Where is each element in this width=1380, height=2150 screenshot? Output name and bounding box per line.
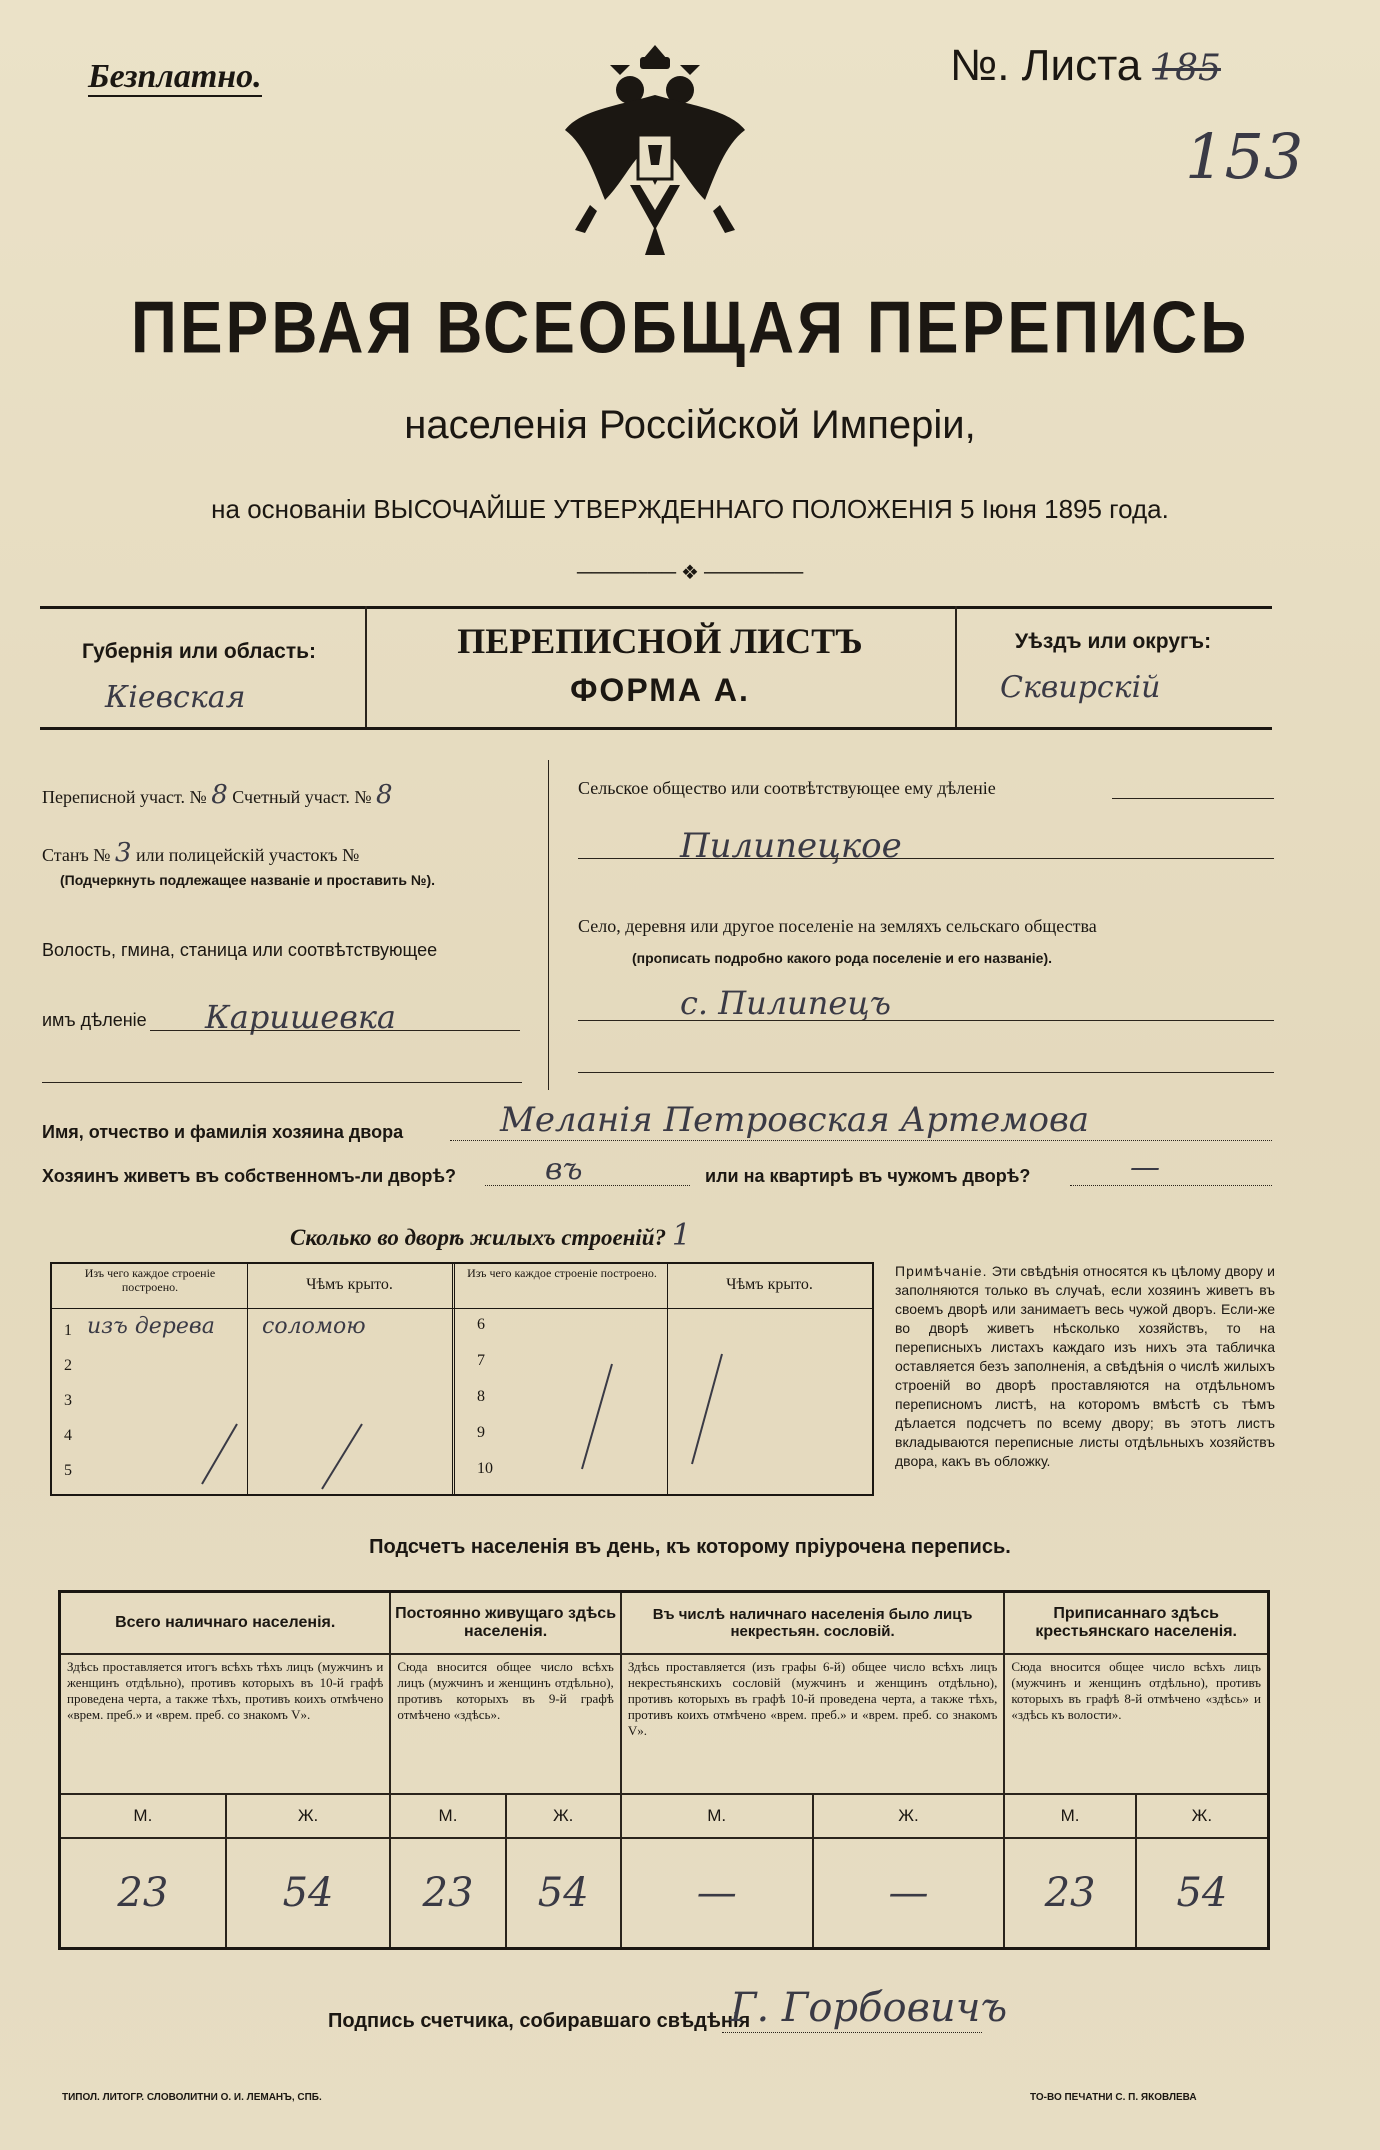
printer-right: ТО-ВО ПЕЧАТНИ С. П. ЯКОВЛЕВА	[1030, 2092, 1197, 2103]
ornament-divider: ─────── ❖ ───────	[576, 562, 804, 584]
census-district-field: Переписной участ. № 8 Счетный участ. № 8	[42, 780, 393, 810]
row-num-left-5: 5	[64, 1462, 72, 1479]
pop-col-3-desc: Здѣсь проставляется (изъ графы 6-й) общее число всѣхъ лицъ некрестьянскихъ сословій (мужчинъ и женщинъ отдѣльно), противъ которыхъ въ графѣ 10-й проведена черта, а также тѣхъ, противъ коихъ отмѣчено «врем. преб.» и «врем. преб. со знакомъ V».	[621, 1654, 1005, 1794]
pop-2-f: 54	[506, 1838, 621, 1949]
rented-value: —	[1130, 1150, 1160, 1185]
pop-col-2-desc: Сюда вносится общее число всѣхъ лицъ (мужчинъ и женщинъ отдѣльно), противъ которыхъ въ 9-й графѣ отмѣчено «здѣсь».	[390, 1654, 620, 1794]
pop-1-m: 23	[60, 1838, 226, 1949]
village-note: (прописать подробно какого рода поселеніе и его названіе).	[632, 950, 1053, 966]
district-label: Уѣздъ или округъ:	[1015, 630, 1212, 653]
pop-col-4-desc: Сюда вносится общее число всѣхъ лицъ (мужчинъ и женщинъ отдѣльно), противъ которыхъ въ графѣ 8-й отмѣчено «здѣсь» и «здѣсь къ волости».	[1004, 1654, 1268, 1794]
f-header: Ж.	[506, 1794, 621, 1838]
signature-value: Г. Горбовичъ	[730, 1985, 1008, 2031]
form-title: ПЕРЕПИСНОЙ ЛИСТЪ	[457, 621, 863, 661]
form-subtitle: ФОРМА А.	[570, 672, 750, 708]
pop-3-m: —	[621, 1838, 813, 1949]
m-header: М.	[1004, 1794, 1135, 1838]
m-header: М.	[390, 1794, 505, 1838]
buildings-table	[50, 1262, 874, 1496]
col-roof-right: Чѣмъ крыто.	[726, 1276, 813, 1293]
owner-value: Меланія Петровская Артемова	[500, 1100, 1090, 1140]
stan-field: Станъ № 3 или полицейскій участокъ №	[42, 838, 360, 868]
volost-label-2: имъ дѣленіе	[42, 1010, 147, 1030]
printer-left: ТИПОЛ. ЛИТОГР. СЛОВОЛИТНИ О. И. ЛЕМАНЪ, СПБ.	[62, 2092, 322, 2103]
sheet-number-crossed: 185	[1152, 48, 1221, 89]
page-subtitle: населенія Россійской Имперіи,	[404, 403, 976, 447]
pop-col-1-desc: Здѣсь проставляется итогъ всѣхъ тѣхъ лицъ (мужчинъ и женщинъ отдѣльно), противъ которыхъ въ 10-й графѣ проведена черта, а также тѣхъ, противъ коихъ отмѣчено «врем. преб.» и «врем. преб. со знакомъ V».	[60, 1654, 391, 1794]
province-value: Кіевская	[105, 680, 246, 715]
sheet-number	[950, 40, 1221, 91]
row-num-right-6: 6	[477, 1316, 485, 1333]
buildings-value: 1	[671, 1218, 691, 1253]
m-header: М.	[60, 1794, 226, 1838]
village-label: Село, деревня или другое поселеніе на земляхъ сельскаго общества	[578, 916, 1097, 936]
row-num-right-8: 8	[477, 1388, 485, 1405]
pop-col-2-title: Постоянно живущаго здѣсь населенія.	[390, 1592, 620, 1654]
population-table	[58, 1590, 1270, 1950]
row-num-right-7: 7	[477, 1352, 485, 1369]
volost-value: Каришевка	[205, 998, 396, 1036]
m-header: М.	[621, 1794, 813, 1838]
buildings-label: Сколько во дворѣ жилыхъ строеній? 1	[290, 1218, 691, 1253]
row1-roof: соломою	[262, 1314, 366, 1339]
rented-label: или на квартирѣ въ чужомъ дворѣ?	[705, 1166, 1031, 1186]
regulation-basis: на основаніи ВЫСОЧАЙШЕ УТВЕРЖДЕННАГО ПОЛОЖЕНІЯ 5 Іюня 1895 года.	[211, 494, 1169, 524]
sheet-number-handwritten: 153	[1185, 120, 1304, 193]
f-header: Ж.	[1136, 1794, 1269, 1838]
page-title: ПЕРВАЯ ВСЕОБЩАЯ ПЕРЕПИСЬ	[130, 285, 1250, 369]
pop-3-f: —	[813, 1838, 1005, 1949]
own-yard-label: Хозяинъ живетъ въ собственномъ-ли дворѣ?	[42, 1166, 457, 1186]
pop-4-f: 54	[1136, 1838, 1269, 1949]
col-roof-left: Чѣмъ крыто.	[306, 1276, 393, 1293]
society-label: Сельское общество или соотвѣтствующее ему дѣленіе	[578, 778, 996, 798]
col-built-left: Изъ чего каждое строеніе построено.	[84, 1266, 216, 1294]
society-value: Пилипецкое	[680, 826, 902, 866]
village-value: с. Пилипецъ	[680, 984, 891, 1022]
pop-col-1-title: Всего наличнаго населенія.	[60, 1592, 391, 1654]
f-header: Ж.	[813, 1794, 1005, 1838]
f-header: Ж.	[226, 1794, 391, 1838]
pop-2-m: 23	[390, 1838, 505, 1949]
row-num-left-4: 4	[64, 1427, 72, 1444]
sheet-number-label: №. Листа	[950, 41, 1142, 90]
row-num-left-2: 2	[64, 1357, 72, 1374]
population-heading: Подсчетъ населенія въ день, къ которому пріурочена перепись.	[369, 1536, 1011, 1558]
signature-label: Подпись счетчика, собиравшаго свѣдѣнія	[328, 2010, 751, 2032]
col-built-right: Изъ чего каждое строеніе построено.	[467, 1266, 657, 1280]
underline-note: (Подчеркнуть подлежащее названіе и проставить №).	[60, 872, 436, 888]
own-yard-value: въ	[545, 1152, 583, 1187]
buildings-note: Примѣчаніе. Эти свѣдѣнія относятся къ цѣлому двору и заполняются только въ случаѣ, если хозяинъ живетъ въ своемъ дворѣ или занимаетъ весь чужой дворъ. Если-же во дворѣ живетъ нѣсколько хозяйствъ, то на переписныхъ листахъ каждаго изъ нихъ эта табличка оставляется безъ заполненія, а свѣдѣнія о числѣ жилыхъ строеній во дворѣ проставляются на отдѣльномъ переписномъ листѣ, на которомъ вмѣстѣ съ тѣмъ дѣлается подсчетъ по всему двору; въ этотъ листъ вкладываются переписные листы отдѣльныхъ хозяйствъ двора, какъ въ обложку.	[895, 1263, 1275, 1469]
row-num-right-9: 9	[477, 1424, 485, 1441]
row-num-right-10: 10	[477, 1460, 493, 1477]
province-label: Губернія или область:	[82, 640, 317, 663]
pop-1-f: 54	[226, 1838, 391, 1949]
row-num-left-1: 1	[64, 1322, 72, 1339]
row-num-left-3: 3	[64, 1392, 72, 1409]
row1-built: изъ дерева	[87, 1314, 215, 1339]
imperial-eagle-emblem	[560, 35, 750, 265]
handwritten-strokes	[52, 1264, 872, 1494]
volost-label: Волость, гмина, станица или соотвѣтствующее	[42, 940, 438, 960]
pop-col-3-title: Въ числѣ наличнаго населенія было лицъ некрестьян. сословій.	[621, 1592, 1005, 1654]
pop-col-4-title: Приписаннаго здѣсь крестьянскаго населенія.	[1004, 1592, 1268, 1654]
owner-label: Имя, отчество и фамилія хозяина двора	[42, 1122, 404, 1142]
pop-4-m: 23	[1004, 1838, 1135, 1949]
free-label: Безплатно.	[88, 58, 262, 95]
district-value: Сквирскій	[1000, 670, 1161, 705]
